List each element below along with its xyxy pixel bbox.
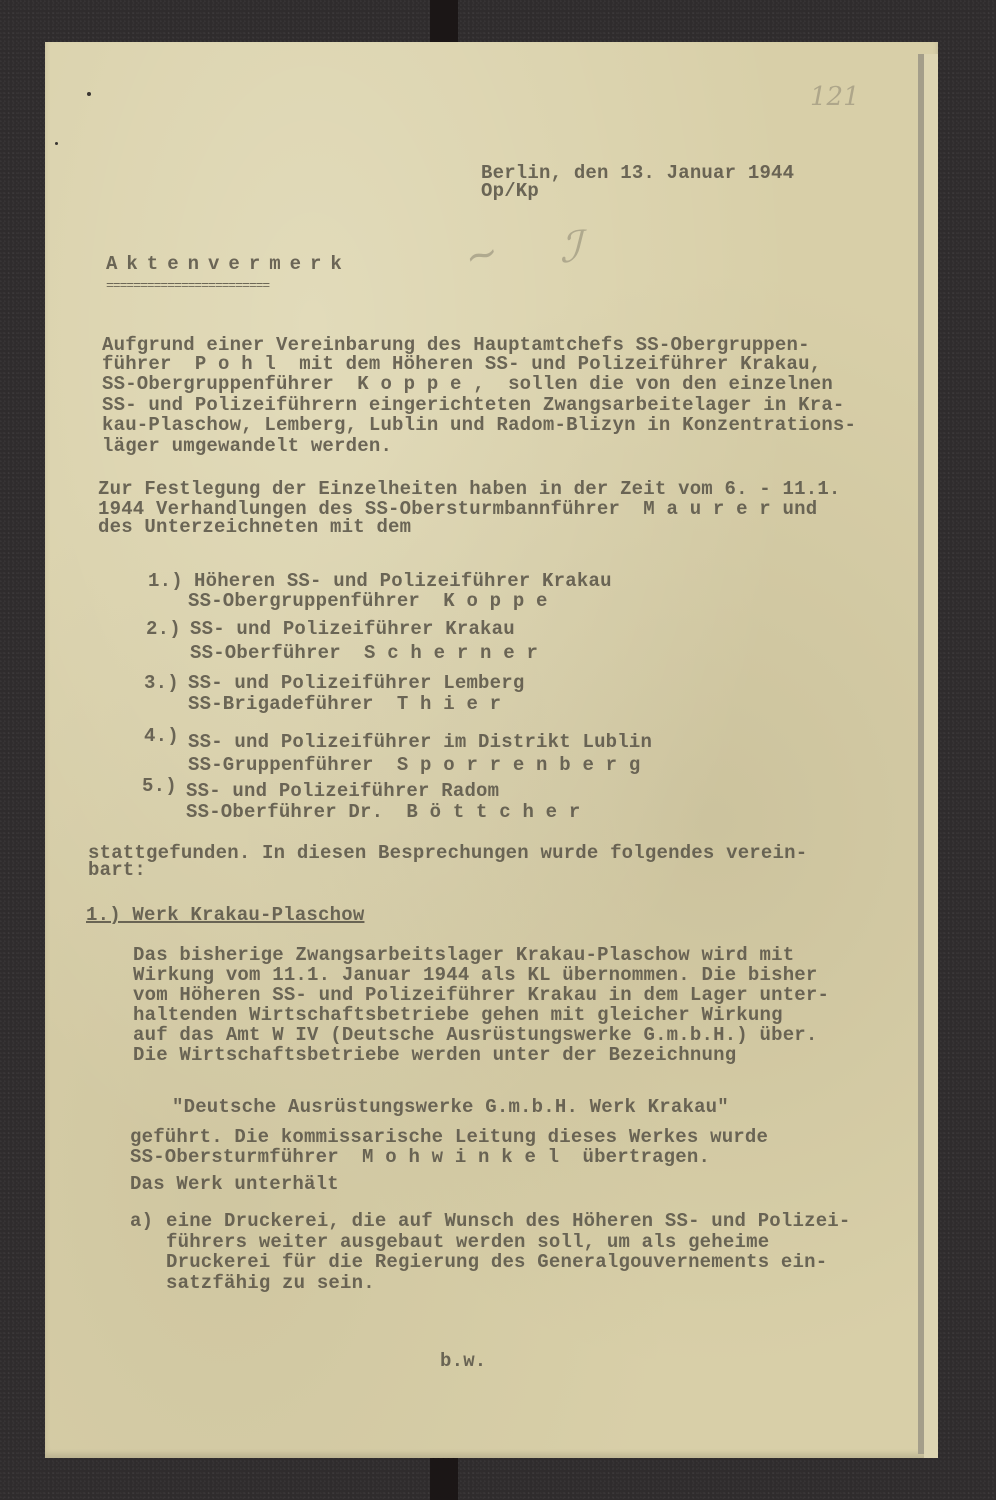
handwritten-annotation: ℐ bbox=[560, 222, 581, 273]
date-line: Berlin, den 13. Januar 1944 bbox=[481, 162, 795, 184]
section-heading-werk-krakau-plaschow: 1.) Werk Krakau-Plaschow bbox=[86, 904, 365, 926]
quoted-company-name: "Deutsche Ausrüstungswerke G.m.b.H. Werk Krakau" bbox=[172, 1096, 729, 1118]
reference-code: Op/Kp bbox=[481, 180, 540, 202]
footer-turn-over: b.w. bbox=[440, 1350, 487, 1372]
binder-strip-top bbox=[430, 0, 458, 46]
title-underline: ======================== bbox=[106, 278, 270, 293]
handwritten-annotation: ~ bbox=[459, 228, 504, 282]
werk-intro: Das Werk unterhält bbox=[130, 1173, 339, 1195]
punch-mark bbox=[55, 142, 58, 145]
binder-strip-bottom bbox=[430, 1455, 458, 1500]
document-title: Aktenvermerk bbox=[106, 253, 351, 275]
handwritten-page-number: 121 bbox=[810, 82, 860, 112]
page-edge bbox=[924, 54, 938, 1458]
punch-mark bbox=[87, 92, 91, 96]
